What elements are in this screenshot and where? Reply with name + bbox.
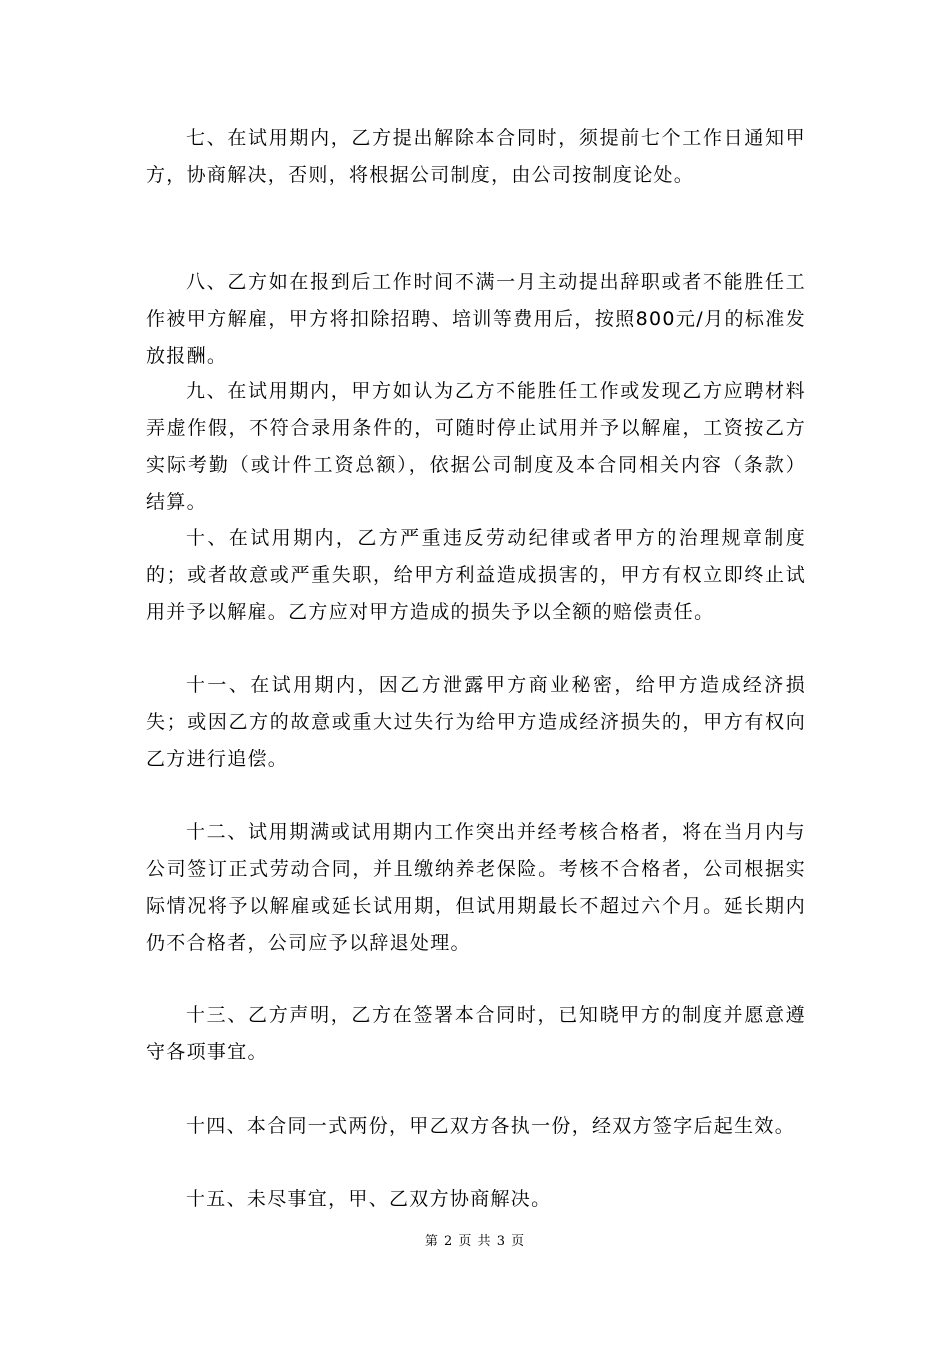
clause-9: 九、在试用期内，甲方如认为乙方不能胜任工作或发现乙方应聘材料弄虚作假，不符合录用条件的，可随时停止试用并予以解雇，工资按乙方实际考勤（或计件工资总额），依据公司制度及本合同相关内容（条款）结算。 — [146, 380, 806, 513]
clause-8: 八、乙方如在报到后工作时间不满一月主动提出辞职或者不能胜任工作被甲方解雇，甲方将扣除招聘、培训等费用后，按照800元/月的标准发放报酬。 — [146, 271, 806, 367]
footer-current-page: 2 — [444, 1234, 454, 1249]
clause-12: 十二、试用期满或试用期内工作突出并经考核合格者，将在当月内与公司签订正式劳动合同，并且缴纳养老保险。考核不合格者，公司根据实际情况将予以解雇或延长试用期，但试用期最长不超过六个月。延长期内仍不合格者，公司应予以辞退处理。 — [146, 821, 806, 954]
clause-7: 七、在试用期内，乙方提出解除本合同时，须提前七个工作日通知甲方，协商解决，否则，将根据公司制度，由公司按制度论处。 — [146, 127, 806, 186]
footer-middle: 页 共 — [458, 1234, 492, 1249]
footer-suffix: 页 — [511, 1234, 526, 1249]
footer-prefix: 第 — [424, 1234, 439, 1249]
clause-13: 十三、乙方声明，乙方在签署本合同时，已知晓甲方的制度并愿意遵守各项事宜。 — [146, 1004, 806, 1063]
clause-14: 十四、本合同一式两份，甲乙双方各执一份，经双方签字后起生效。 — [186, 1115, 796, 1137]
clause-10: 十、在试用期内，乙方严重违反劳动纪律或者甲方的治理规章制度的；或者故意或严重失职，给甲方利益造成损害的，甲方有权立即终止试用并予以解雇。乙方应对甲方造成的损失予以全额的赔偿责任。 — [146, 527, 806, 623]
clause-11: 十一、在试用期内，因乙方泄露甲方商业秘密，给甲方造成经济损失；或因乙方的故意或重大过失行为给甲方造成经济损失的，甲方有权向乙方进行追偿。 — [146, 674, 806, 770]
page-footer — [0, 1232, 950, 1252]
clause-15: 十五、未尽事宜，甲、乙双方协商解决。 — [186, 1188, 552, 1210]
footer-total-pages: 3 — [496, 1234, 506, 1249]
